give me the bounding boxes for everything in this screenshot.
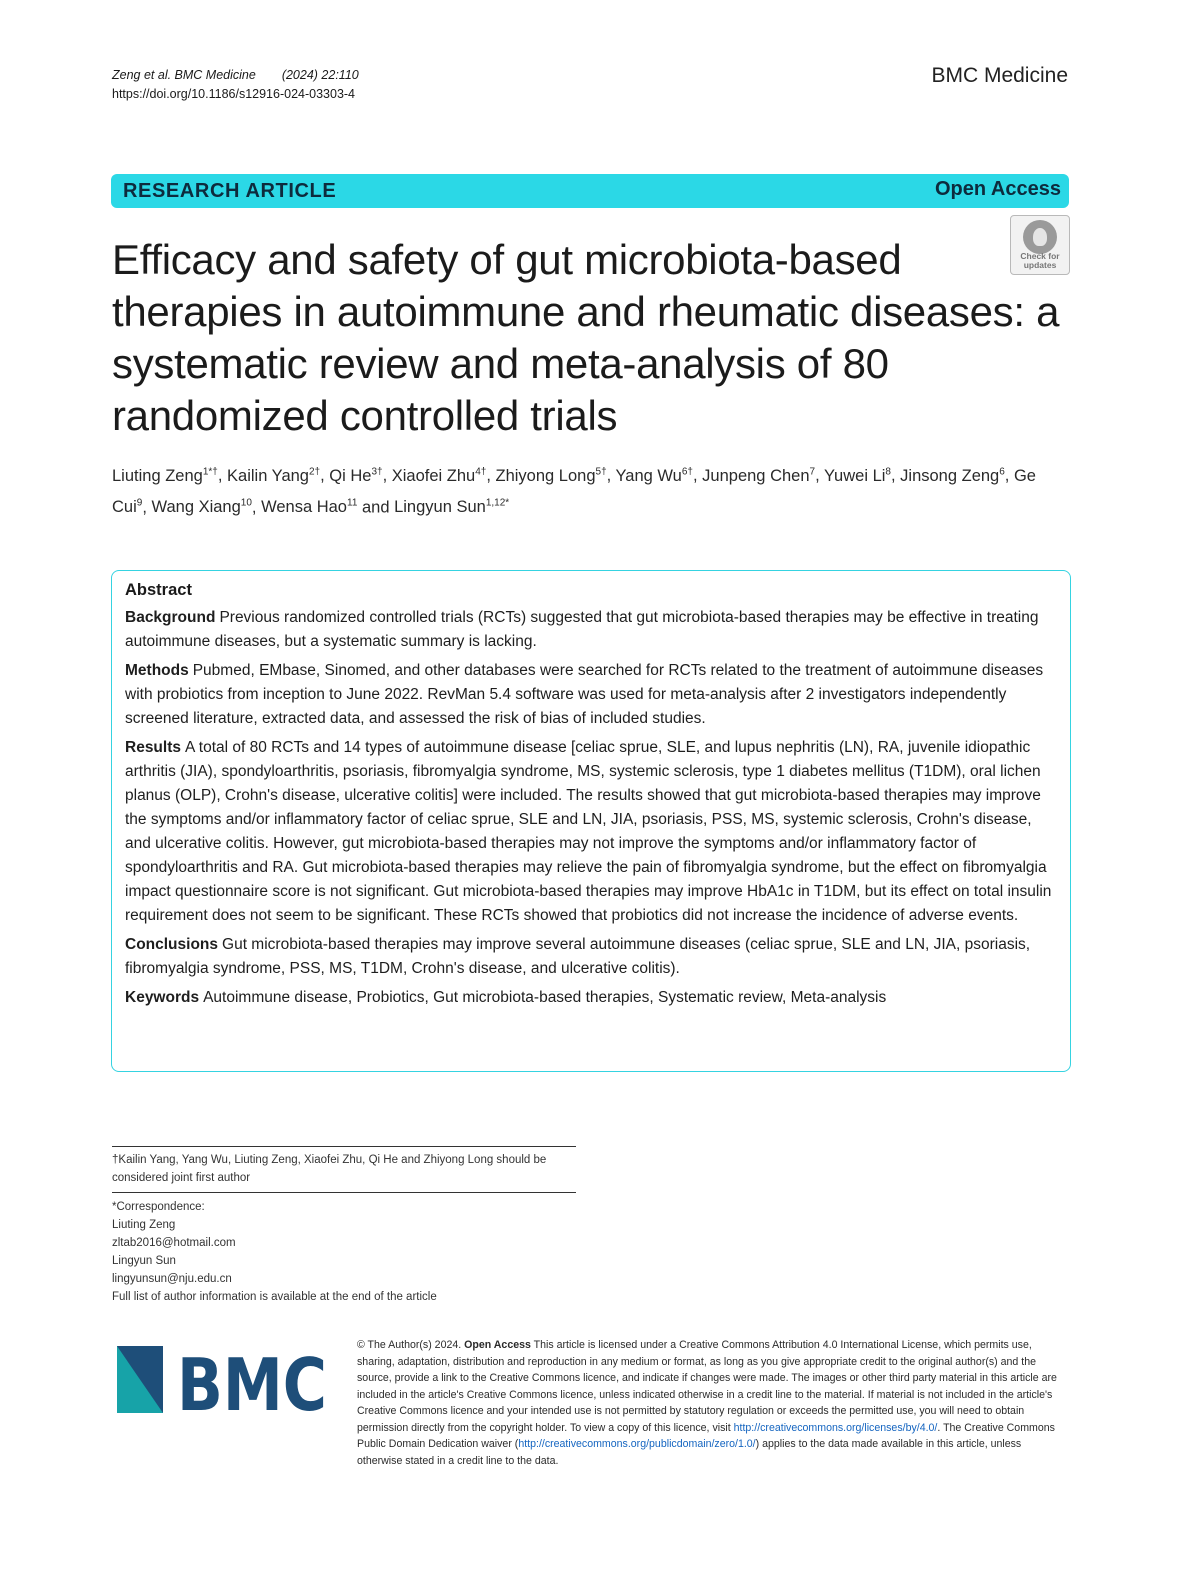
journal-name: BMC Medicine (931, 64, 1068, 87)
cc-license-link[interactable]: http://creativecommons.org/licenses/by/4.0/ (733, 1421, 938, 1434)
author-affiliation-mark: 1,12* (485, 497, 510, 509)
author-name: Qi He (329, 466, 372, 485)
check-updates-label: Check for updates (1020, 251, 1060, 270)
correspondence-label: *Correspondence: (112, 1201, 205, 1213)
author-affiliation-mark: 6† (681, 466, 693, 477)
author-affiliation-mark: 1*† (202, 466, 218, 477)
abstract-box (111, 570, 1071, 1072)
running-header (112, 66, 359, 104)
cc-zero-link[interactable]: http://creativecommons.org/publicdomain/zero/1.0/ (518, 1438, 756, 1450)
article-title: Efficacy and safety of gut microbiota-based therapies in autoimmune and rheumatic diseases: a systematic review and meta-analysis of 80 randomized controlled trials (112, 236, 1060, 439)
author-name: Liuting Zeng (112, 466, 203, 485)
author-affiliation-mark: 4† (475, 466, 487, 477)
author-affiliation-mark: 10 (240, 497, 252, 509)
author-name: Zhiyong Long (495, 466, 596, 485)
author-affiliation-mark: 5† (595, 466, 607, 477)
correspondence-note (112, 1192, 576, 1306)
article-type: RESEARCH ARTICLE (123, 180, 337, 202)
author-name: Junpeng Chen (702, 466, 810, 485)
author-affiliation-mark: 3† (371, 466, 383, 477)
author[interactable] (824, 467, 891, 485)
author-name: Xiaofei Zhu (391, 466, 476, 485)
author[interactable] (616, 467, 693, 485)
abstract-results: Results A total of 80 RCTs and 14 types of autoimmune disease [celiac sprue, SLE, and lupus nephritis (LN), RA, juvenile idiopathic arthritis (JIA), spondyloarthritis, psoriasis, fibromyalgia syndrome, MS, systemic sclerosis, type 1 diabetes mellitus (T1DM), oral lichen planus (OLP), Crohn's disease, ulcerative colitis] were included. The results showed that gut microbiota-based therapies may improve the symptoms and/or inflammatory factor of celiac sprue, SLE and LN, JIA, psoriasis, PSS, MS, systemic sclerosis, Crohn's disease, and ulcerative colitis. However, gut microbiota-based therapies may not improve the symptoms and/or inflammatory factor of spondyloarthritis and RA. Gut microbiota-based therapies may relieve the pain of fibromyalgia syndrome, but the effect on fibromyalgia impact questionnaire score is not significant. Gut microbiota-based therapies may improve HbA1c in T1DM, but its effect on total insulin requirement does not seem to be significant. These RCTs showed that probiotics did not increase the incidence of adverse events. (125, 739, 1052, 924)
author-affiliation-mark: 8 (885, 466, 891, 477)
bmc-logo (117, 1338, 332, 1427)
author-affiliation-mark: 11 (347, 497, 358, 509)
author-name: Wang Xiang (151, 498, 241, 516)
abstract-conclusions: Conclusions Gut microbiota-based therapies may improve several autoimmune diseases (celiac sprue, SLE and LN, JIA, psoriasis, fibromyalgia syndrome, PSS, MS, T1DM, Crohn's disease, and ulcerative colitis). (125, 936, 1031, 977)
doi-link[interactable]: https://doi.org/10.1186/s12916-024-03303-4 (112, 87, 356, 101)
author-affiliation-mark: 7 (809, 466, 816, 477)
author-info-note: Full list of author information is available at the end of the article (112, 1291, 437, 1303)
article-type-banner (111, 174, 1069, 208)
author[interactable] (392, 467, 487, 485)
joint-first-author-note: †Kailin Yang, Yang Wu, Liuting Zeng, Xiaofei Zhu, Qi He and Zhiyong Long should be considered joint first author (112, 1146, 576, 1187)
correspondence-name: Lingyun Sun (112, 1255, 176, 1267)
author[interactable] (329, 467, 382, 485)
author-name: Lingyun Sun (394, 498, 486, 516)
author[interactable] (496, 467, 607, 485)
author-affiliation-mark: 2† (308, 466, 321, 477)
author[interactable] (152, 498, 252, 516)
author-name: Yang Wu (615, 466, 682, 485)
correspondence-email[interactable]: lingyunsun@nju.edu.cn (112, 1273, 232, 1285)
correspondence-name: Liuting Zeng (112, 1219, 176, 1231)
author-affiliation-mark: 6 (999, 466, 1005, 477)
author-name: Jinsong Zeng (900, 466, 1000, 485)
abstract-heading: Abstract (125, 581, 192, 599)
open-access-label: Open Access (935, 178, 1061, 200)
author[interactable] (112, 467, 218, 485)
author-name: Kailin Yang (227, 466, 309, 485)
author[interactable] (394, 498, 509, 516)
abstract-keywords: Keywords Autoimmune disease, Probiotics, Gut microbiota-based therapies, Systematic review, Meta-analysis (125, 989, 887, 1006)
author[interactable] (702, 467, 815, 485)
author-name: Yuwei Li (823, 466, 886, 485)
author-list: Liuting Zeng$^{1*\dagger}$, Kailin Yang$^{2\dagger}$, Qi $He^{3\dagger}$, Xiaofei Zhu$^{4\dagger}$, Zhiyong Long$^{5\dagger}$, Yang $Wu^{6\dagger}$, Junpeng Chen$^7$, Yuwei Li$^8$, Jinsong Zeng$^6$, Ge Cui$^9$, Wang Xiang$^{10}$, Wensa Hao$^{11}$ and Lingyun Sun$^{1,12*}$ (112, 466, 1036, 516)
author[interactable] (227, 467, 320, 485)
correspondence-email[interactable]: zltab2016@hotmail.com (112, 1237, 236, 1249)
author-name: Ge Cui (112, 466, 1036, 516)
citation: Zeng et al. BMC Medicine (112, 68, 256, 82)
author-name: Wensa Hao (261, 498, 347, 516)
license-statement: © The Author(s) 2024. Open Access This article is licensed under a Creative Commons Attribution 4.0 International License, which permits use, sharing, adaptation, distribution and reproduction in any medium or format, as long as you give appropriate credit to the original author(s) and the source, provide a link to the Creative Commons licence, and indicate if changes were made. The images or other third party material in this article are included in the article's Creative Commons licence, unless indicated otherwise in a credit line to the material. If material is not included in the article's Creative Commons licence and your intended use is not permitted by statutory regulation or exceeds the permitted use, you will need to obtain permission directly from the copyright holder. To view a copy of this licence, visit http://creativecommons.org/licenses/by/4.0/. The Creative Commons Public Domain Dedication waiver (http://creativecommons.org/publicdomain/zero/1.0/) applies to the data made available in this article, unless otherwise stated in a credit line to the data. (357, 1339, 1057, 1467)
abstract-methods: Methods Pubmed, EMbase, Sinomed, and other databases were searched for RCTs related to the treatment of autoimmune diseases with probiotics from inception to June 2022. RevMan 5.4 software was used for meta-analysis after 2 investigators independently screened literature, extracted data, and assessed the risk of bias of included studies. (125, 662, 1044, 727)
abstract-background: Background Previous randomized controlled trials (RCTs) suggested that gut microbiota-based therapies may be effective in treating autoimmune diseases, but a systematic summary is lacking. (125, 609, 1039, 650)
bmc-wordmark: BMC (177, 1343, 327, 1427)
license-open-access: Open Access (464, 1339, 531, 1351)
author[interactable] (900, 467, 1005, 485)
year-volume: (2024) 22:110 (281, 68, 359, 82)
author[interactable] (261, 498, 357, 516)
author-affiliation-mark: 9 (136, 497, 143, 509)
